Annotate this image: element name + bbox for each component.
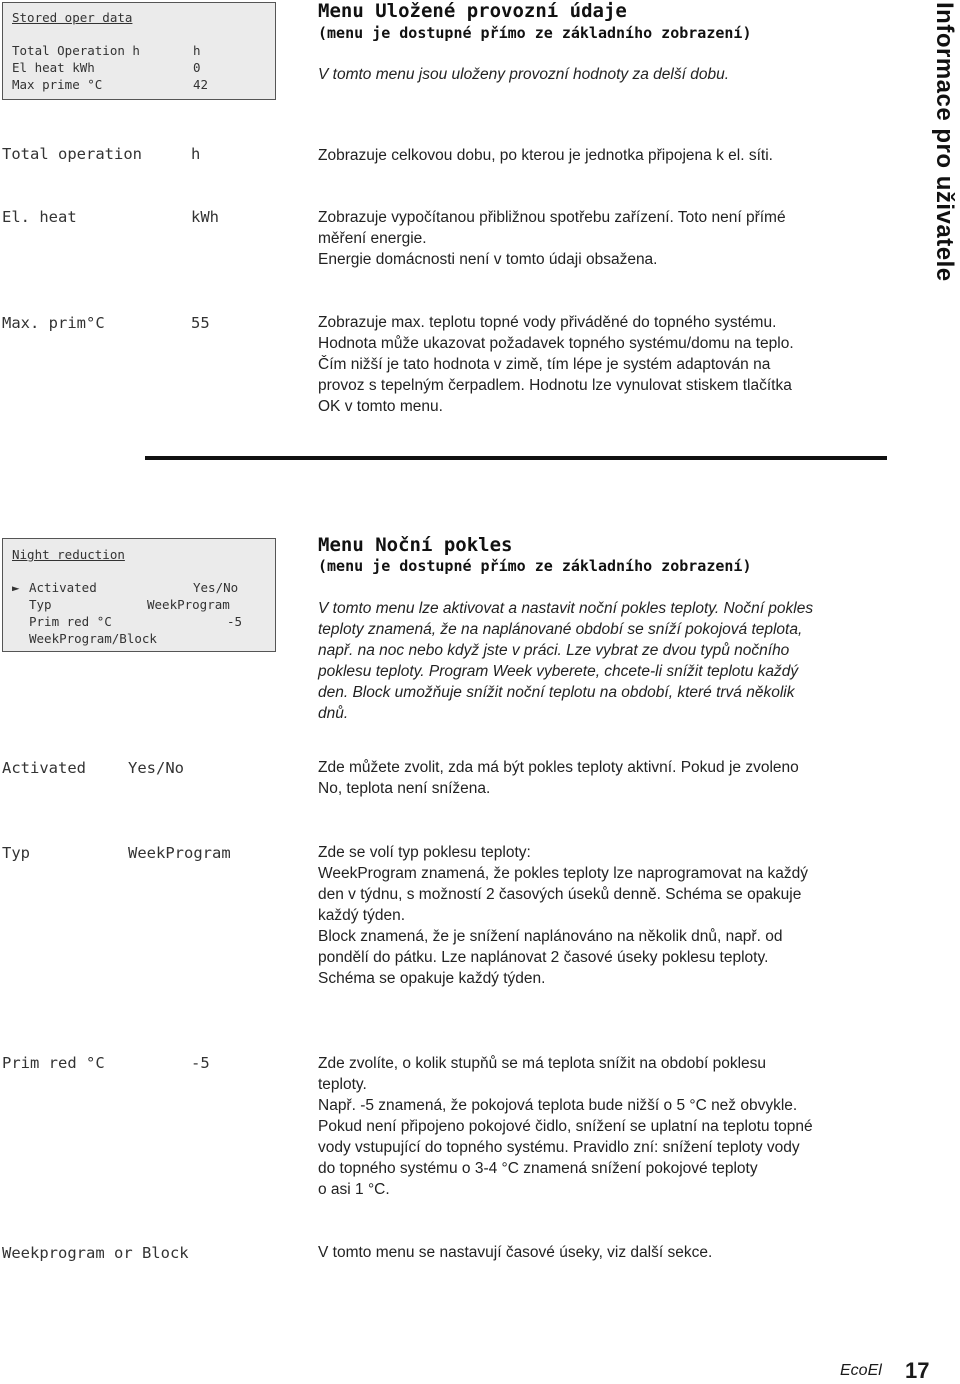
param-name: Activated: [2, 759, 86, 777]
param-unit: kWh: [191, 208, 219, 226]
selection-marker-icon: ►: [12, 580, 20, 595]
section-divider: [145, 456, 887, 460]
section2-intro: [318, 598, 813, 724]
description-line: Pokud není připojeno pokojové čidlo, snížení se uplatní na teplotu topné: [318, 1118, 813, 1135]
param-value: Yes/No: [128, 759, 184, 777]
lcd-stored-oper-data: [2, 2, 276, 100]
param-name: Prim red °C: [2, 1054, 105, 1072]
intro-line: např. na noc nebo když jste v práci. Lze vybrat ze dvou typů nočního: [318, 642, 790, 659]
param-unit: h: [191, 145, 201, 163]
section2-subheading: (menu je dostupné přímo ze základního zobrazení): [318, 557, 752, 575]
description-line: Zde se volí typ poklesu teploty:: [318, 844, 531, 861]
side-title: Informace pro uživatele: [931, 2, 958, 282]
param-description: [318, 842, 808, 989]
lcd-row-label: Max prime °C: [12, 77, 103, 92]
param-name: El. heat: [2, 208, 77, 226]
page-number: 17: [905, 1358, 930, 1383]
param-name: Weekprogram or Block: [2, 1244, 189, 1262]
section1-subheading: (menu je dostupné přímo ze základního zobrazení): [318, 24, 752, 42]
param-description: [318, 757, 799, 799]
description-line: o asi 1 °C.: [318, 1181, 390, 1198]
param-value: WeekProgram: [128, 844, 231, 862]
description-line: Schéma se opakuje každý týden.: [318, 970, 546, 987]
lcd-night-reduction: [2, 538, 276, 652]
description-line: do topného systému o 3-4 °C znamená snížení pokojové teploty: [318, 1160, 758, 1177]
description-line: Zobrazuje vypočítanou přibližnou spotřebu zařízení. Toto není přímé: [318, 209, 786, 226]
lcd-row-value: 42: [193, 77, 209, 92]
lcd-title: Night reduction: [12, 547, 125, 562]
param-description: [318, 312, 794, 417]
description-line: Block znamená, že je snížení naplánováno na několik dnů, např. od: [318, 928, 783, 945]
lcd-row-value: Yes/No: [193, 580, 239, 595]
lcd-row-value: 0: [193, 60, 201, 75]
description-line: Energie domácnosti není v tomto údaji obsažena.: [318, 251, 658, 268]
description-line: Zobrazuje max. teplotu topné vody přiváděné do topného systému.: [318, 314, 777, 331]
description-line: každý týden.: [318, 907, 406, 924]
param-description: [318, 1053, 813, 1200]
intro-line: den. Block umožňuje snížit noční teplotu na období, které trvá několik: [318, 684, 795, 701]
intro-line: teploty znamená, že na naplánované období se sníží pokojová teplota,: [318, 621, 803, 638]
description-line: Hodnota může ukazovat požadavek topného systému/domu na teplo.: [318, 335, 794, 352]
description-line: V tomto menu se nastavují časové úseky, viz další sekce.: [318, 1244, 713, 1261]
lcd-row-label: El heat kWh: [12, 60, 95, 75]
description-line: pondělí do pátku. Lze naplánovat 2 časové úseky poklesu teploty.: [318, 949, 769, 966]
description-line: den v týdnu, s možností 2 časových úseků denně. Schéma se opakuje: [318, 886, 802, 903]
lcd-row-value: -5: [227, 614, 243, 629]
intro-line: V tomto menu lze aktivovat a nastavit noční pokles teploty. Noční pokles: [318, 600, 814, 617]
param-description: [318, 207, 786, 270]
param-description: [318, 145, 773, 166]
footer-brand: EcoEl: [840, 1362, 882, 1379]
description-line: měření energie.: [318, 230, 427, 247]
lcd-row-value: h: [193, 43, 201, 58]
param-name: Total operation: [2, 145, 142, 163]
description-line: No, teplota není snížena.: [318, 780, 491, 797]
lcd-title: Stored oper data: [12, 10, 133, 25]
lcd-row-label: Activated: [29, 580, 97, 595]
intro-line: poklesu teploty. Program Week vyberete, chcete-li snížit teplotu každý: [318, 663, 799, 680]
lcd-row-label: WeekProgram/Block: [29, 631, 157, 646]
param-description: [318, 1242, 712, 1263]
param-name: Typ: [2, 844, 30, 862]
intro-line: dnů.: [318, 705, 349, 722]
param-value: -5: [191, 1054, 210, 1072]
description-line: Zde zvolíte, o kolik stupňů se má teplota snížit na období poklesu: [318, 1055, 767, 1072]
description-line: Zde můžete zvolit, zda má být pokles teploty aktivní. Pokud je zvoleno: [318, 759, 799, 776]
param-unit: 55: [191, 314, 210, 332]
section1-heading: Menu Uložené provozní údaje: [318, 0, 627, 22]
description-line: teploty.: [318, 1076, 367, 1093]
lcd-row-label: Total Operation h: [12, 43, 140, 58]
description-line: Zobrazuje celkovou dobu, po kterou je jednotka připojena k el. síti.: [318, 147, 773, 164]
section1-intro: V tomto menu jsou uloženy provozní hodnoty za delší dobu.: [318, 66, 729, 83]
lcd-row-value: WeekProgram: [147, 597, 230, 612]
description-line: Např. -5 znamená, že pokojová teplota bude nižší o 5 °C než obvykle.: [318, 1097, 798, 1114]
lcd-row-label: Typ: [29, 597, 52, 612]
description-line: provoz s tepelným čerpadlem. Hodnotu lze vynulovat stiskem tlačítka: [318, 377, 792, 394]
description-line: Čím nižší je tato hodnota v zimě, tím lépe je systém adaptován na: [318, 356, 771, 373]
section2-heading: Menu Noční pokles: [318, 534, 513, 556]
param-name: Max. prim°C: [2, 314, 105, 332]
lcd-row-label: Prim red °C: [29, 614, 112, 629]
description-line: WeekProgram znamená, že pokles teploty lze naprogramovat na každý: [318, 865, 808, 882]
description-line: vody vstupující do topného systému. Pravidlo zní: snížení teploty vody: [318, 1139, 800, 1156]
description-line: OK v tomto menu.: [318, 398, 443, 415]
